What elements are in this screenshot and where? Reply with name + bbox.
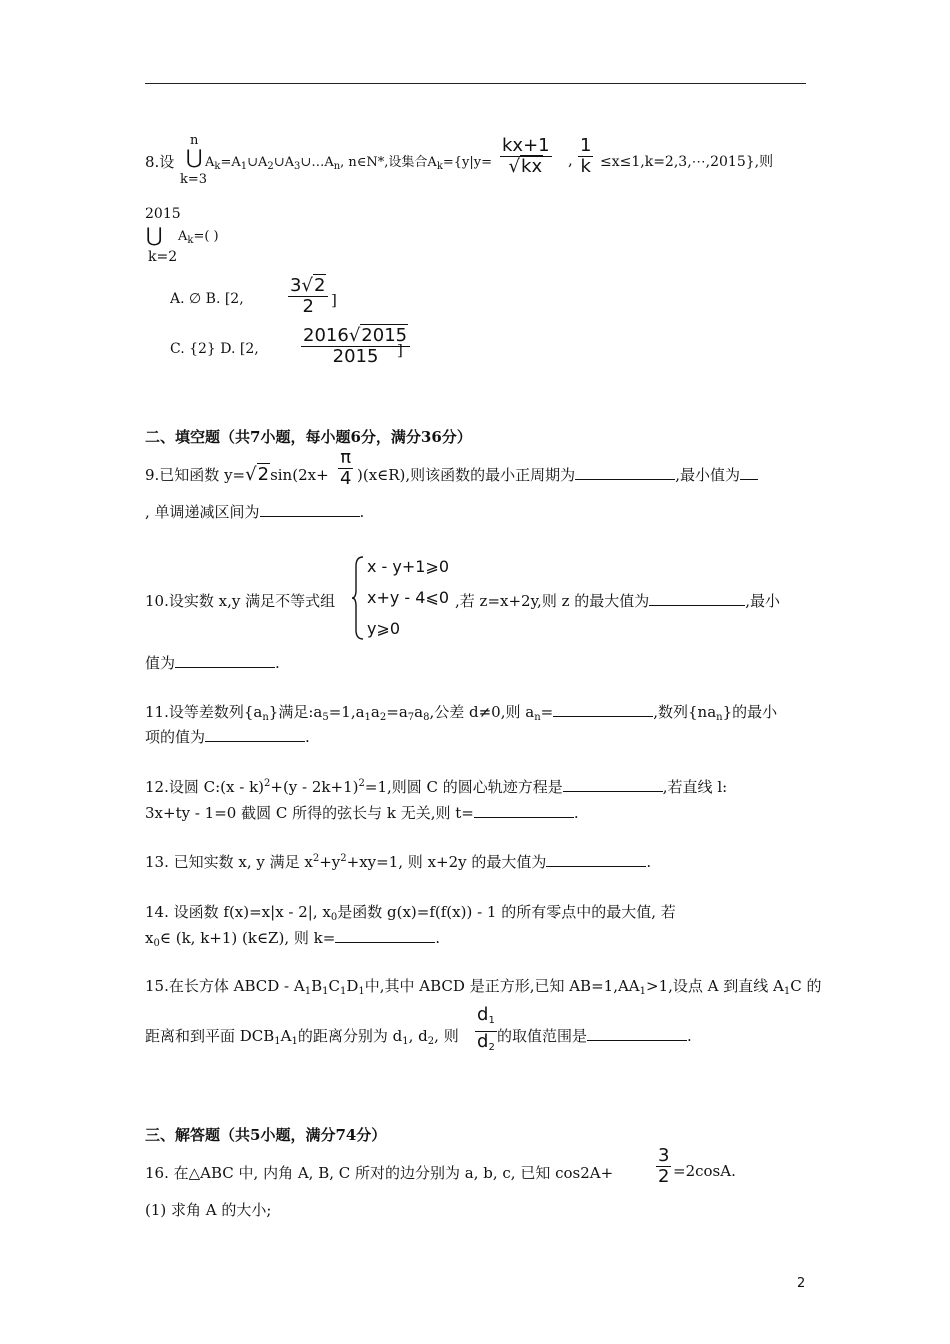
q8-union2-tail: $A_k=$( ): [178, 229, 219, 246]
q8-union-symbol: ⋃: [186, 145, 203, 169]
q13-max-blank[interactable]: [546, 852, 646, 867]
q14-line2: $x_0\in$ (k, k+1) (k∈Z), 则 k= .: [145, 929, 441, 949]
q11-line1: 11.设等差数列$\{a_n\}$满足$:a_5=1,a_1a_2=a_7a_8$,公差 d≠0,则 $a_n=$ ,数列$\{na_n\}$的最小: [145, 703, 778, 723]
q8-definition: $A_k=A_1\cup A_2\cup A_3\cup\dots A_n$, n∈N*,设集合$A_k=\{y|y=$: [205, 155, 492, 172]
q11-an-blank[interactable]: [553, 702, 653, 717]
q9-line2: , 单调递减区间为 .: [145, 503, 365, 521]
q10-line2: 值为 .: [145, 654, 280, 672]
q9-line1: 9.已知函数 y=√2sin(2x+: [145, 464, 329, 485]
q16-line1-tail: =2cosA.: [673, 1162, 736, 1180]
q16-fraction: $\frac{3}{2}$: [658, 1145, 670, 1187]
q15-line2-tail: 的取值范围是 .: [497, 1027, 692, 1045]
q8-union-bottom: k=3: [180, 172, 208, 187]
q9-period-blank[interactable]: [575, 465, 675, 480]
q8-label: 8.设: [145, 153, 175, 171]
q10-system-3: y⩾0: [367, 619, 401, 638]
q16-subquestion-1: (1) 求角 A 的大小;: [145, 1201, 272, 1219]
q8-comma: ,: [568, 151, 573, 169]
q8-union-top: n: [190, 133, 199, 148]
q13-line: 13. 已知实数 x, y 满足 $x^2+y^2+xy=1$, 则 x+2y 的最大值为 .: [145, 853, 652, 871]
q15-line2: 距离和到平面 $DCB_1A_1$的距离分别为 $d_1$, $d_2$, 则: [145, 1027, 459, 1047]
page-number: 2: [797, 1276, 806, 1291]
q9-interval-blank[interactable]: [260, 502, 360, 517]
q10-line1-tail: ,若 z=x+2y,则 z 的最大值为 ,最小: [455, 592, 781, 610]
q11-min-blank[interactable]: [205, 727, 305, 742]
q12-line1: 12.设圆 C:(x - $k)^2+(y - 2k+1)^2=1$,则圆 C 的圆心轨迹方程是 ,若直线 l:: [145, 778, 728, 796]
q10-min-blank[interactable]: [175, 653, 275, 668]
q10-system-1: x - y+1⩾0: [367, 557, 450, 576]
q8-union2-top: 2015: [145, 206, 181, 222]
q15-range-blank[interactable]: [587, 1026, 687, 1041]
q10-max-blank[interactable]: [649, 591, 745, 606]
section-3-heading: 三、解答题（共5小题，满分74分）: [145, 1126, 387, 1144]
q16-line1: 16. 在△ABC 中, 内角 A, B, C 所对的边分别为 a, b, c, 已知 cos2A+: [145, 1164, 614, 1182]
q10-label: 10.设实数 x,y 满足不等式组: [145, 592, 336, 610]
q11-line2: 项的值为 .: [145, 728, 310, 746]
q10-system-2: x+y - 4⩽0: [367, 588, 450, 607]
q10-brace: [352, 556, 364, 640]
q8-union2-bottom: k=2: [148, 249, 178, 265]
section-2-heading: 二、填空题（共7小题，每小题6分，满分36分）: [145, 428, 472, 446]
q12-line2: 3x+ty - 1=0 截圆 C 所得的弦长与 k 无关,则 t= .: [145, 804, 579, 822]
header-rule: [145, 83, 806, 84]
q8-fraction-1: $\frac{kx+1}{√kx}$: [502, 135, 550, 177]
q14-k-blank[interactable]: [335, 928, 435, 943]
q15-line1: 15.在长方体 ABCD - $A_1B_1C_1D_1$中,其中 ABCD 是正方形,已知 $AB=1,AA_1>1$,设点 A 到直线 $A_1C$ 的: [145, 977, 822, 997]
q14-line1: 14. 设函数 f(x)=x|x - 2|, $x_0$是函数 g(x)=f(f(x)) - 1 的所有零点中的最大值, 若: [145, 903, 676, 923]
q8-option-ab: A. ∅ B. [2,: [170, 291, 244, 307]
q9-line1-tail: )(x∈R),则该函数的最小正周期为 ,最小值为: [357, 464, 758, 485]
q8-set-tail: ≤x≤1,k=2,3,⋯,2015},则: [600, 154, 774, 170]
q8-option-cd: C. {2} D. [2,: [170, 341, 259, 357]
q12-t-blank[interactable]: [474, 803, 574, 818]
q9-fraction: $\frac{\pi}{4}$: [340, 447, 352, 489]
q8-option-d-fraction: $\frac{2016√2015}{2015}$: [299, 326, 412, 367]
q8-option-b-close: ]: [331, 291, 337, 309]
q12-locus-blank[interactable]: [563, 777, 663, 792]
q8-option-d-close: ]: [397, 341, 403, 359]
q8-option-b-fraction: $\frac{3√2}{2}$: [286, 276, 330, 317]
q9-min-blank[interactable]: [740, 465, 758, 480]
q8-union2-symbol: ⋃: [146, 223, 163, 247]
q15-fraction: $\frac{d_1}{d_2}$: [477, 1004, 495, 1053]
q8-fraction-2: $\frac{1}{k}$: [580, 135, 592, 177]
